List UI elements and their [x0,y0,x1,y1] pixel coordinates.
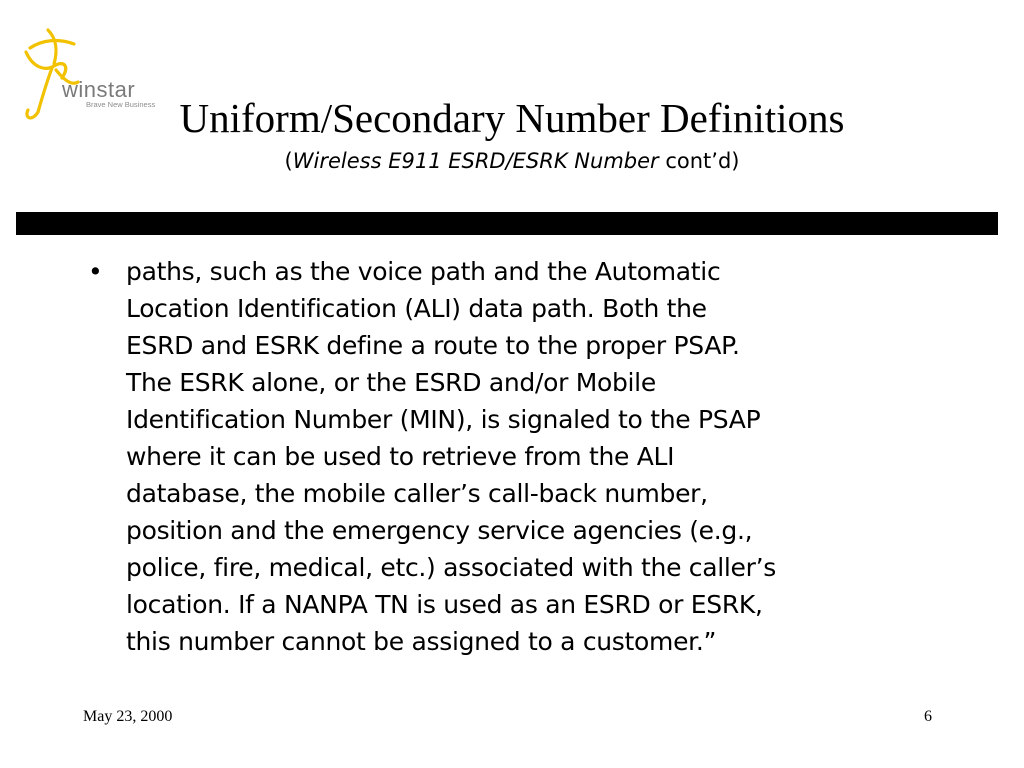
slide-title: Uniform/Secondary Number Definitions [179,95,845,141]
bullet-line: Identification Number (MIN), is signaled to the PSAP [126,405,761,434]
subtitle-open-paren: ( [284,149,293,173]
bullet-list [88,253,988,660]
bullet-item [88,253,988,660]
slide-subtitle [0,145,1024,177]
subtitle-rest: cont’d) [658,149,740,173]
footer-page-number: 6 [924,708,932,725]
logo-wordmark: winstar [62,77,136,102]
bullet-line: position and the emergency service agencies (e.g., [126,516,753,545]
bullet-line: paths, such as the voice path and the Automatic [126,257,721,286]
bullet-line: police, fire, medical, etc.) associated with the caller’s [126,553,776,582]
bullet-line: The ESRK alone, or the ESRD and/or Mobile [126,368,656,397]
bullet-line: this number cannot be assigned to a customer.” [126,627,717,656]
bullet-line: ESRD and ESRK define a route to the proper PSAP. [126,331,740,360]
footer-date: May 23, 2000 [83,708,173,725]
logo-tagline: Brave New Business [86,100,156,109]
subtitle-italic: Wireless E911 ESRD/ESRK Number [292,149,659,173]
bullet-icon: • [88,257,103,286]
bullet-line: location. If a NANPA TN is used as an ESRD or ESRK, [126,590,763,619]
bullet-line: Location Identification (ALI) data path. Both the [126,294,707,323]
bullet-line: where it can be used to retrieve from the ALI [126,442,675,471]
title-divider-bar [16,212,998,235]
bullet-line: database, the mobile caller’s call-back number, [126,479,708,508]
